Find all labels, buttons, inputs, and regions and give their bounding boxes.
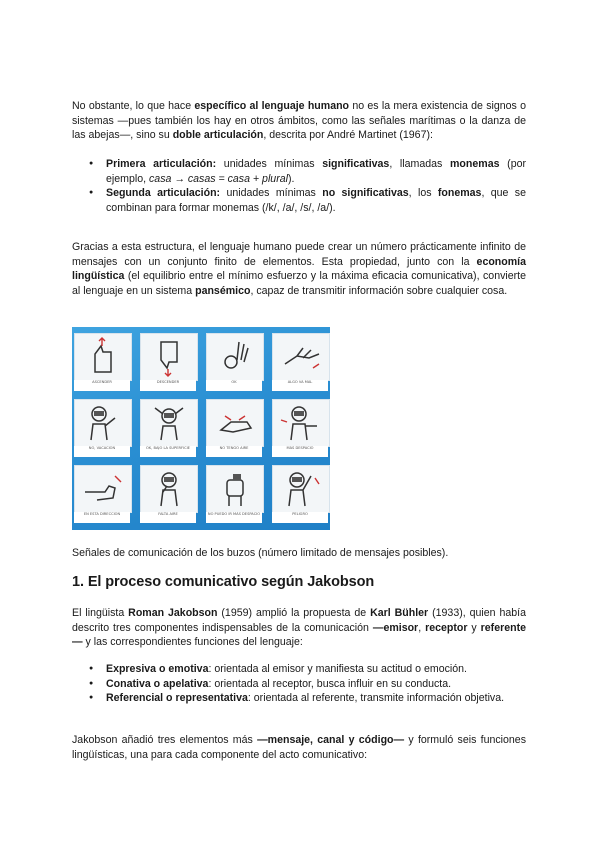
closing-paragraph: Jakobson añadió tres elementos más —mensaje, canal y código— y formuló seis funciones lingüísticas, una para cada componente del acto comunicativo:: [72, 734, 526, 761]
functions-list: [72, 662, 526, 706]
signal-cell: OK: [206, 333, 262, 390]
hand-thumb-up-icon: [74, 333, 132, 381]
hand-flat-icon: [206, 399, 264, 447]
list-item: ● Expresiva o emotiva: orientada al emisor y manifiesta su actitud o emoción.: [72, 662, 526, 677]
hand-ok-icon: [206, 333, 264, 381]
diver-icon: [74, 399, 132, 447]
signal-cell: FALTA AIRE: [140, 465, 196, 522]
section-heading: 1. El proceso comunicativo según Jakobson: [72, 574, 375, 590]
hand-fist-icon: [206, 465, 264, 513]
signal-cell: NO TENGO AIRE: [206, 399, 262, 456]
articulation-list: [72, 157, 526, 215]
figure-caption: Señales de comunicación de los buzos (número limitado de mensajes posibles).: [72, 547, 449, 559]
signal-cell: OK, BAJO LA SUPERFICIE: [140, 399, 196, 456]
hand-thumb-down-icon: [140, 333, 198, 381]
list-item: ● Referencial o representativa: orientada al referente, transmite información objetiva.: [72, 691, 526, 706]
list-item: ● Conativa o apelativa: orientada al receptor, busca influir en su conducta.: [72, 677, 526, 692]
diver-icon: [272, 465, 330, 513]
hand-point-icon: [74, 465, 132, 513]
list-item: ● Primera articulación: unidades mínimas significativas, llamadas monemas (por ejemplo, casa → casas = casa + plural).: [72, 157, 526, 186]
jakobson-paragraph: El lingüista Roman Jakobson (1959) amplió la propuesta de Karl Bühler (1933), quien había descrito tres componentes indispensables de la comunicación —emisor, receptor y referente— y las correspondientes funciones del lenguaje:: [72, 607, 526, 649]
diver-icon: [140, 465, 198, 513]
hand-wave-icon: [272, 333, 330, 381]
diver-signals-image: [72, 327, 330, 530]
signal-cell: DESCENDER: [140, 333, 196, 390]
signal-cell: NO PUEDO IR MÁS DESPACIO: [206, 465, 262, 522]
diver-icon: [140, 399, 198, 447]
signal-cell: NO, VACACIÓN: [74, 399, 130, 456]
list-item: ● Segunda articulación: unidades mínimas no significativas, los fonemas, que se combinan para formar monemas (/k/, /a/, /s/, /a/).: [72, 186, 526, 215]
signal-cell: ALGO VA MAL: [272, 333, 328, 390]
signal-cell: MÁS DESPACIO: [272, 399, 328, 456]
signal-cell: EN ESTA DIRECCIÓN: [74, 465, 130, 522]
intro-paragraph: No obstante, lo que hace específico al lenguaje humano no es la mera existencia de signos o sistemas —pues también los hay en otros ámbitos, como las señales marítimas o la danza de las abejas—, sino su doble articulación, descrita por André Martinet (1967):: [72, 100, 526, 142]
signal-cell: ASCENDER: [74, 333, 130, 390]
diver-icon: [272, 399, 330, 447]
structure-paragraph: Gracias a esta estructura, el lenguaje humano puede crear un número prácticamente infinito de mensajes con un conjunto finito de elementos. Esta propiedad, junto con la economía lingüística (el equilibrio entre el mínimo esfuerzo y la máxima eficacia comunicativa), convierte al lenguaje en un sistema pansémico, capaz de transmitir información sobre cualquier cosa.: [72, 241, 526, 297]
signal-cell: PELIGRO: [272, 465, 328, 522]
